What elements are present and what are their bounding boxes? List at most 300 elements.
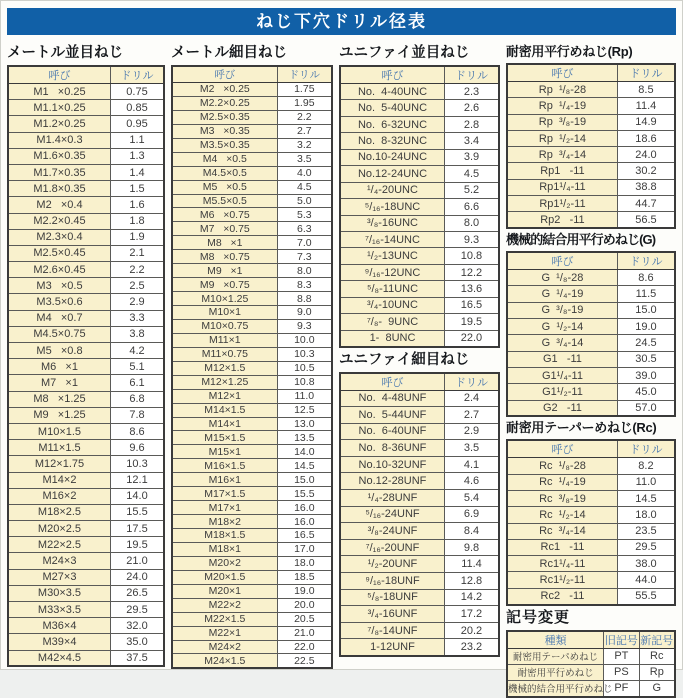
drill-value: 9.0 bbox=[277, 306, 332, 320]
column-header: ドリル bbox=[617, 252, 675, 270]
thread-name: M3 ×0.35 bbox=[172, 124, 277, 138]
table-row bbox=[172, 292, 332, 306]
thread-name: M7 ×0.75 bbox=[172, 222, 277, 236]
thread-name: M5 ×0.5 bbox=[172, 180, 277, 194]
thread-name: Rp ¹/₂-14 bbox=[507, 130, 617, 146]
drill-value: 30.2 bbox=[617, 163, 675, 179]
unified-coarse-table bbox=[339, 65, 500, 348]
table-row bbox=[340, 622, 499, 639]
thread-name: G ³/₈-19 bbox=[507, 302, 617, 318]
thread-name: M16×1.5 bbox=[172, 459, 277, 473]
column-header: 呼び bbox=[507, 440, 617, 458]
drill-value: 13.6 bbox=[444, 281, 499, 297]
header-row bbox=[507, 64, 675, 82]
drill-value: 24.0 bbox=[110, 569, 164, 585]
table-row bbox=[340, 473, 499, 490]
thread-name: M8 ×1.25 bbox=[8, 391, 110, 407]
drill-value: 0.85 bbox=[110, 100, 164, 116]
thread-name: Rp ³/₈-19 bbox=[507, 114, 617, 130]
drill-value: 14.5 bbox=[277, 459, 332, 473]
drill-value: 5.2 bbox=[444, 182, 499, 198]
thread-name: M33×3.5 bbox=[8, 602, 110, 618]
table-row bbox=[8, 585, 164, 601]
drill-value: 15.5 bbox=[277, 487, 332, 501]
thread-name: 機械的結合用平行めねじ bbox=[507, 680, 604, 696]
thread-name: M11×1.5 bbox=[8, 440, 110, 456]
thread-name: ³/₈-24UNF bbox=[340, 523, 444, 540]
drill-value: 19.5 bbox=[444, 314, 499, 330]
thread-name: M2.5×0.45 bbox=[8, 245, 110, 261]
thread-name: M4 ×0.5 bbox=[172, 152, 277, 166]
table-row bbox=[8, 521, 164, 537]
thread-name: ¹/₂-20UNF bbox=[340, 556, 444, 573]
drill-value: 6.3 bbox=[277, 222, 332, 236]
table-row bbox=[172, 487, 332, 501]
thread-name: ¹/₄-28UNF bbox=[340, 490, 444, 507]
table-row bbox=[507, 179, 675, 195]
thread-name: M36×4 bbox=[8, 618, 110, 634]
column-header: 旧記号 bbox=[604, 631, 639, 649]
thread-name: M3.5×0.35 bbox=[172, 138, 277, 152]
table-row bbox=[172, 306, 332, 320]
drill-value: 15.0 bbox=[277, 473, 332, 487]
drill-value: 55.5 bbox=[617, 588, 675, 604]
thread-name: M20×1.5 bbox=[172, 570, 277, 584]
table-row bbox=[340, 539, 499, 556]
thread-name: G ³/₄-14 bbox=[507, 335, 617, 351]
table-row bbox=[507, 98, 675, 114]
table-row bbox=[8, 343, 164, 359]
table-row bbox=[507, 82, 675, 98]
drill-value: 11.0 bbox=[277, 389, 332, 403]
table-row bbox=[507, 664, 675, 680]
thread-name: ⁹/₁₆-18UNF bbox=[340, 573, 444, 590]
table-row bbox=[8, 278, 164, 294]
table-row bbox=[172, 124, 332, 138]
thread-name: M3.5×0.6 bbox=[8, 294, 110, 310]
table-row bbox=[172, 180, 332, 194]
table-row bbox=[8, 181, 164, 197]
drill-value: 10.3 bbox=[110, 456, 164, 472]
table-row bbox=[507, 114, 675, 130]
drill-value: 7.0 bbox=[277, 236, 332, 250]
table-row bbox=[172, 570, 332, 584]
drill-value: 2.1 bbox=[110, 245, 164, 261]
drill-value: 1.9 bbox=[110, 229, 164, 245]
thread-name: Rp1 -11 bbox=[507, 163, 617, 179]
table-row bbox=[340, 116, 499, 132]
table-row bbox=[172, 612, 332, 626]
drill-value: 14.9 bbox=[617, 114, 675, 130]
thread-name: ⁵/₁₆-24UNF bbox=[340, 506, 444, 523]
drill-value: 11.4 bbox=[617, 98, 675, 114]
drill-value: 5.4 bbox=[444, 490, 499, 507]
table-row bbox=[8, 164, 164, 180]
thread-name: ⁷/₁₆-14UNC bbox=[340, 231, 444, 247]
section-heading-rp: 耐密用平行めねじ(Rp) bbox=[506, 44, 633, 59]
table-row bbox=[8, 213, 164, 229]
thread-name: M42×4.5 bbox=[8, 650, 110, 666]
table-row bbox=[8, 537, 164, 553]
drill-value: 21.0 bbox=[110, 553, 164, 569]
table-row bbox=[172, 515, 332, 529]
drill-value: 8.5 bbox=[617, 82, 675, 98]
drill-value: 14.0 bbox=[110, 488, 164, 504]
drill-value: 12.8 bbox=[444, 573, 499, 590]
thread-name: M39×4 bbox=[8, 634, 110, 650]
drill-value: 8.3 bbox=[277, 278, 332, 292]
drill-value: 2.5 bbox=[110, 278, 164, 294]
table-row bbox=[172, 459, 332, 473]
table-row bbox=[340, 166, 499, 182]
table-row bbox=[507, 384, 675, 400]
thread-name: G1¹/₂-11 bbox=[507, 384, 617, 400]
metric-fine-table bbox=[171, 65, 333, 669]
table-row bbox=[172, 194, 332, 208]
section-heading-symbol-change: 記号変更 bbox=[506, 608, 571, 626]
table-row bbox=[8, 650, 164, 666]
table-row bbox=[340, 330, 499, 346]
drill-value: 20.5 bbox=[277, 612, 332, 626]
table-row bbox=[507, 523, 675, 539]
drill-value: 1.1 bbox=[110, 132, 164, 148]
drill-value: 14.5 bbox=[617, 490, 675, 506]
rp-thread-table bbox=[506, 63, 676, 229]
column-header: ドリル bbox=[617, 440, 675, 458]
table-row bbox=[8, 375, 164, 391]
drill-value: 2.7 bbox=[277, 124, 332, 138]
table-row bbox=[340, 314, 499, 330]
header-row bbox=[8, 66, 164, 84]
table-row bbox=[340, 133, 499, 149]
thread-name: No. 4-40UNC bbox=[340, 84, 444, 100]
drill-value: 1.95 bbox=[277, 96, 332, 110]
thread-name: No. 6-40UNF bbox=[340, 423, 444, 440]
thread-name: M22×2 bbox=[172, 598, 277, 612]
table-row bbox=[172, 542, 332, 556]
drill-value: 18.0 bbox=[617, 507, 675, 523]
thread-name: M9 ×0.75 bbox=[172, 278, 277, 292]
thread-name: Rp2 -11 bbox=[507, 212, 617, 228]
table-row bbox=[172, 361, 332, 375]
header-row bbox=[172, 66, 332, 83]
drill-value: 22.0 bbox=[277, 640, 332, 654]
thread-name: No. 4-48UNF bbox=[340, 390, 444, 407]
table-row bbox=[8, 423, 164, 439]
drill-value: 2.9 bbox=[110, 294, 164, 310]
table-row bbox=[8, 602, 164, 618]
thread-name: M18×1 bbox=[172, 542, 277, 556]
table-row bbox=[507, 147, 675, 163]
table-row bbox=[340, 84, 499, 100]
table-row bbox=[172, 556, 332, 570]
drill-value: 38.0 bbox=[617, 556, 675, 572]
column-header: 新記号 bbox=[639, 631, 675, 649]
table-row bbox=[340, 215, 499, 231]
drill-value: 12.5 bbox=[277, 403, 332, 417]
thread-name: Rp ¹/₈-28 bbox=[507, 82, 617, 98]
column-pipe-threads bbox=[506, 41, 676, 698]
thread-name: M18×1.5 bbox=[172, 529, 277, 543]
table-row bbox=[172, 584, 332, 598]
drill-value: 18.6 bbox=[617, 130, 675, 146]
table-row bbox=[172, 375, 332, 389]
thread-name: M12×1.25 bbox=[172, 375, 277, 389]
header-row bbox=[507, 631, 675, 649]
column-header: 呼び bbox=[172, 66, 277, 83]
table-row bbox=[340, 231, 499, 247]
drill-value: 2.2 bbox=[277, 110, 332, 124]
table-row bbox=[507, 351, 675, 367]
drill-value: 13.0 bbox=[277, 417, 332, 431]
thread-name: M6 ×1 bbox=[8, 359, 110, 375]
drill-value: 16.5 bbox=[444, 297, 499, 313]
thread-name: M12×1 bbox=[172, 389, 277, 403]
table-row bbox=[172, 138, 332, 152]
thread-name: G2 -11 bbox=[507, 400, 617, 416]
table-row bbox=[340, 248, 499, 264]
table-row bbox=[172, 417, 332, 431]
thread-name: M4 ×0.7 bbox=[8, 310, 110, 326]
thread-name: M16×2 bbox=[8, 488, 110, 504]
table-row bbox=[340, 490, 499, 507]
drill-value: 9.6 bbox=[110, 440, 164, 456]
drill-value: PT bbox=[604, 648, 639, 664]
thread-name: M6 ×0.75 bbox=[172, 208, 277, 222]
drill-value: 11.4 bbox=[444, 556, 499, 573]
thread-name: M1.7×0.35 bbox=[8, 164, 110, 180]
drill-value: 1.3 bbox=[110, 148, 164, 164]
thread-name: M20×2.5 bbox=[8, 521, 110, 537]
drill-value: 17.0 bbox=[277, 542, 332, 556]
drill-value: 3.4 bbox=[444, 133, 499, 149]
thread-name: ⁵/₈-18UNF bbox=[340, 589, 444, 606]
column-header: 呼び bbox=[507, 64, 617, 82]
drill-value: PF bbox=[604, 680, 639, 696]
table-row bbox=[340, 182, 499, 198]
drill-value: 29.5 bbox=[110, 602, 164, 618]
header-row bbox=[507, 440, 675, 458]
drill-value: 35.0 bbox=[110, 634, 164, 650]
table-row bbox=[507, 458, 675, 474]
table-row bbox=[172, 445, 332, 459]
column-header: 呼び bbox=[340, 373, 444, 391]
table-row bbox=[340, 281, 499, 297]
table-row bbox=[340, 440, 499, 457]
drill-value: 2.3 bbox=[444, 84, 499, 100]
thread-name: M14×2 bbox=[8, 472, 110, 488]
drill-value: 4.0 bbox=[277, 166, 332, 180]
thread-name: M17×1.5 bbox=[172, 487, 277, 501]
table-row bbox=[8, 407, 164, 423]
drill-value: 8.8 bbox=[277, 292, 332, 306]
table-row bbox=[172, 278, 332, 292]
thread-name: G ¹/₈-28 bbox=[507, 270, 617, 286]
thread-name: M22×1.5 bbox=[172, 612, 277, 626]
table-row bbox=[340, 506, 499, 523]
thread-name: Rc1¹/₄-11 bbox=[507, 556, 617, 572]
drill-value: 1.4 bbox=[110, 164, 164, 180]
table-row bbox=[8, 488, 164, 504]
drill-value: 3.5 bbox=[277, 152, 332, 166]
drill-value: 4.6 bbox=[444, 473, 499, 490]
drill-value: 10.3 bbox=[277, 347, 332, 361]
table-row bbox=[8, 148, 164, 164]
drill-value: 8.4 bbox=[444, 523, 499, 540]
table-row bbox=[507, 335, 675, 351]
table-row bbox=[507, 556, 675, 572]
drill-value: 4.5 bbox=[277, 180, 332, 194]
table-row bbox=[507, 507, 675, 523]
thread-name: Rc ³/₈-19 bbox=[507, 490, 617, 506]
drill-value: 0.95 bbox=[110, 116, 164, 132]
table-row bbox=[172, 333, 332, 347]
table-row bbox=[8, 84, 164, 100]
drill-value: 12.2 bbox=[444, 264, 499, 280]
page-title: ねじ下穴ドリル径表 bbox=[7, 8, 676, 35]
unified-fine-table bbox=[339, 372, 500, 657]
table-row bbox=[172, 319, 332, 333]
table-row bbox=[507, 212, 675, 228]
drill-value: 14.0 bbox=[277, 445, 332, 459]
column-header: ドリル bbox=[277, 66, 332, 83]
thread-name: ³/₄-16UNF bbox=[340, 606, 444, 623]
thread-name: M2.5×0.35 bbox=[172, 110, 277, 124]
thread-name: G1 -11 bbox=[507, 351, 617, 367]
table-row bbox=[172, 654, 332, 668]
drill-value: 6.6 bbox=[444, 199, 499, 215]
drill-value: 44.0 bbox=[617, 572, 675, 588]
drill-value: Rp bbox=[639, 664, 675, 680]
thread-name: Rp1¹/₄-11 bbox=[507, 179, 617, 195]
thread-name: Rc2 -11 bbox=[507, 588, 617, 604]
drill-value: PS bbox=[604, 664, 639, 680]
thread-name: M2.3×0.4 bbox=[8, 229, 110, 245]
drill-value: 1.75 bbox=[277, 83, 332, 97]
thread-name: M10×0.75 bbox=[172, 319, 277, 333]
drill-value: 3.8 bbox=[110, 326, 164, 342]
table-row bbox=[172, 264, 332, 278]
table-row bbox=[340, 199, 499, 215]
table-row bbox=[8, 504, 164, 520]
column-metric-fine bbox=[171, 41, 333, 669]
drill-value: 44.7 bbox=[617, 196, 675, 212]
thread-name: M10×1 bbox=[172, 306, 277, 320]
drill-value: 1.5 bbox=[110, 181, 164, 197]
table-row bbox=[507, 680, 675, 696]
table-row bbox=[340, 573, 499, 590]
drill-value: 24.0 bbox=[617, 147, 675, 163]
drill-value: 23.2 bbox=[444, 639, 499, 656]
thread-name: M8 ×1 bbox=[172, 236, 277, 250]
drill-value: 3.2 bbox=[277, 138, 332, 152]
thread-name: M2.2×0.25 bbox=[172, 96, 277, 110]
drill-value: 56.5 bbox=[617, 212, 675, 228]
thread-name: ⁵/₈-11UNC bbox=[340, 281, 444, 297]
thread-name: No.12-28UNF bbox=[340, 473, 444, 490]
header-row bbox=[340, 373, 499, 391]
drill-value: 19.0 bbox=[617, 319, 675, 335]
thread-name: M27×3 bbox=[8, 569, 110, 585]
thread-name: M10×1.5 bbox=[8, 423, 110, 439]
drill-value: 21.0 bbox=[277, 626, 332, 640]
drill-value: 3.3 bbox=[110, 310, 164, 326]
drill-value: 10.8 bbox=[444, 248, 499, 264]
column-metric-coarse bbox=[7, 41, 165, 667]
drill-value: 0.75 bbox=[110, 84, 164, 100]
section-heading-g: 機械的結合用平行めねじ(G) bbox=[506, 232, 656, 248]
drill-value: Rc bbox=[639, 648, 675, 664]
table-row bbox=[340, 589, 499, 606]
drill-value: 1.8 bbox=[110, 213, 164, 229]
thread-name: M1.8×0.35 bbox=[8, 181, 110, 197]
drill-value: 8.0 bbox=[277, 264, 332, 278]
header-row bbox=[507, 252, 675, 270]
thread-name: ³/₈-16UNC bbox=[340, 215, 444, 231]
drill-value: 9.3 bbox=[444, 231, 499, 247]
table-row bbox=[8, 553, 164, 569]
table-row bbox=[172, 626, 332, 640]
drill-value: 16.0 bbox=[277, 501, 332, 515]
thread-name: ⁹/₁₆-12UNC bbox=[340, 264, 444, 280]
table-row bbox=[340, 149, 499, 165]
thread-name: ³/₄-10UNC bbox=[340, 297, 444, 313]
thread-name: M20×2 bbox=[172, 556, 277, 570]
drill-value: 10.5 bbox=[277, 361, 332, 375]
column-header: 呼び bbox=[340, 66, 444, 84]
table-row bbox=[8, 197, 164, 213]
thread-name: M4.5×0.5 bbox=[172, 166, 277, 180]
drill-value: 1.6 bbox=[110, 197, 164, 213]
table-row bbox=[172, 83, 332, 97]
thread-name: ⁵/₁₆-18UNC bbox=[340, 199, 444, 215]
symbol-change-table bbox=[506, 630, 676, 698]
table-row bbox=[8, 456, 164, 472]
thread-name: M5 ×0.8 bbox=[8, 343, 110, 359]
drill-value: 4.2 bbox=[110, 343, 164, 359]
thread-name: Rc ³/₄-14 bbox=[507, 523, 617, 539]
table-row bbox=[172, 640, 332, 654]
table-row bbox=[172, 152, 332, 166]
rc-thread-table bbox=[506, 439, 676, 605]
table-row bbox=[8, 262, 164, 278]
table-row bbox=[8, 569, 164, 585]
drill-value: 30.5 bbox=[617, 351, 675, 367]
drill-value: 22.0 bbox=[444, 330, 499, 346]
drill-value: 29.5 bbox=[617, 539, 675, 555]
drill-value: 2.8 bbox=[444, 116, 499, 132]
table-row bbox=[8, 359, 164, 375]
section-heading-metric-coarse: メートル並目ねじ bbox=[7, 45, 123, 61]
thread-name: ⁷/₈-14UNF bbox=[340, 622, 444, 639]
drill-value: 10.8 bbox=[277, 375, 332, 389]
drill-value: 26.5 bbox=[110, 585, 164, 601]
drill-value: 22.5 bbox=[277, 654, 332, 668]
table-row bbox=[340, 390, 499, 407]
table-row bbox=[172, 389, 332, 403]
table-row bbox=[8, 326, 164, 342]
table-row bbox=[507, 130, 675, 146]
table-row bbox=[172, 250, 332, 264]
table-row bbox=[507, 319, 675, 335]
thread-name: M2 ×0.25 bbox=[172, 83, 277, 97]
thread-name: Rc1¹/₂-11 bbox=[507, 572, 617, 588]
drill-value: 7.8 bbox=[110, 407, 164, 423]
thread-name: M5.5×0.5 bbox=[172, 194, 277, 208]
thread-name: M2 ×0.4 bbox=[8, 197, 110, 213]
drill-value: 39.0 bbox=[617, 367, 675, 383]
column-header: ドリル bbox=[110, 66, 164, 84]
